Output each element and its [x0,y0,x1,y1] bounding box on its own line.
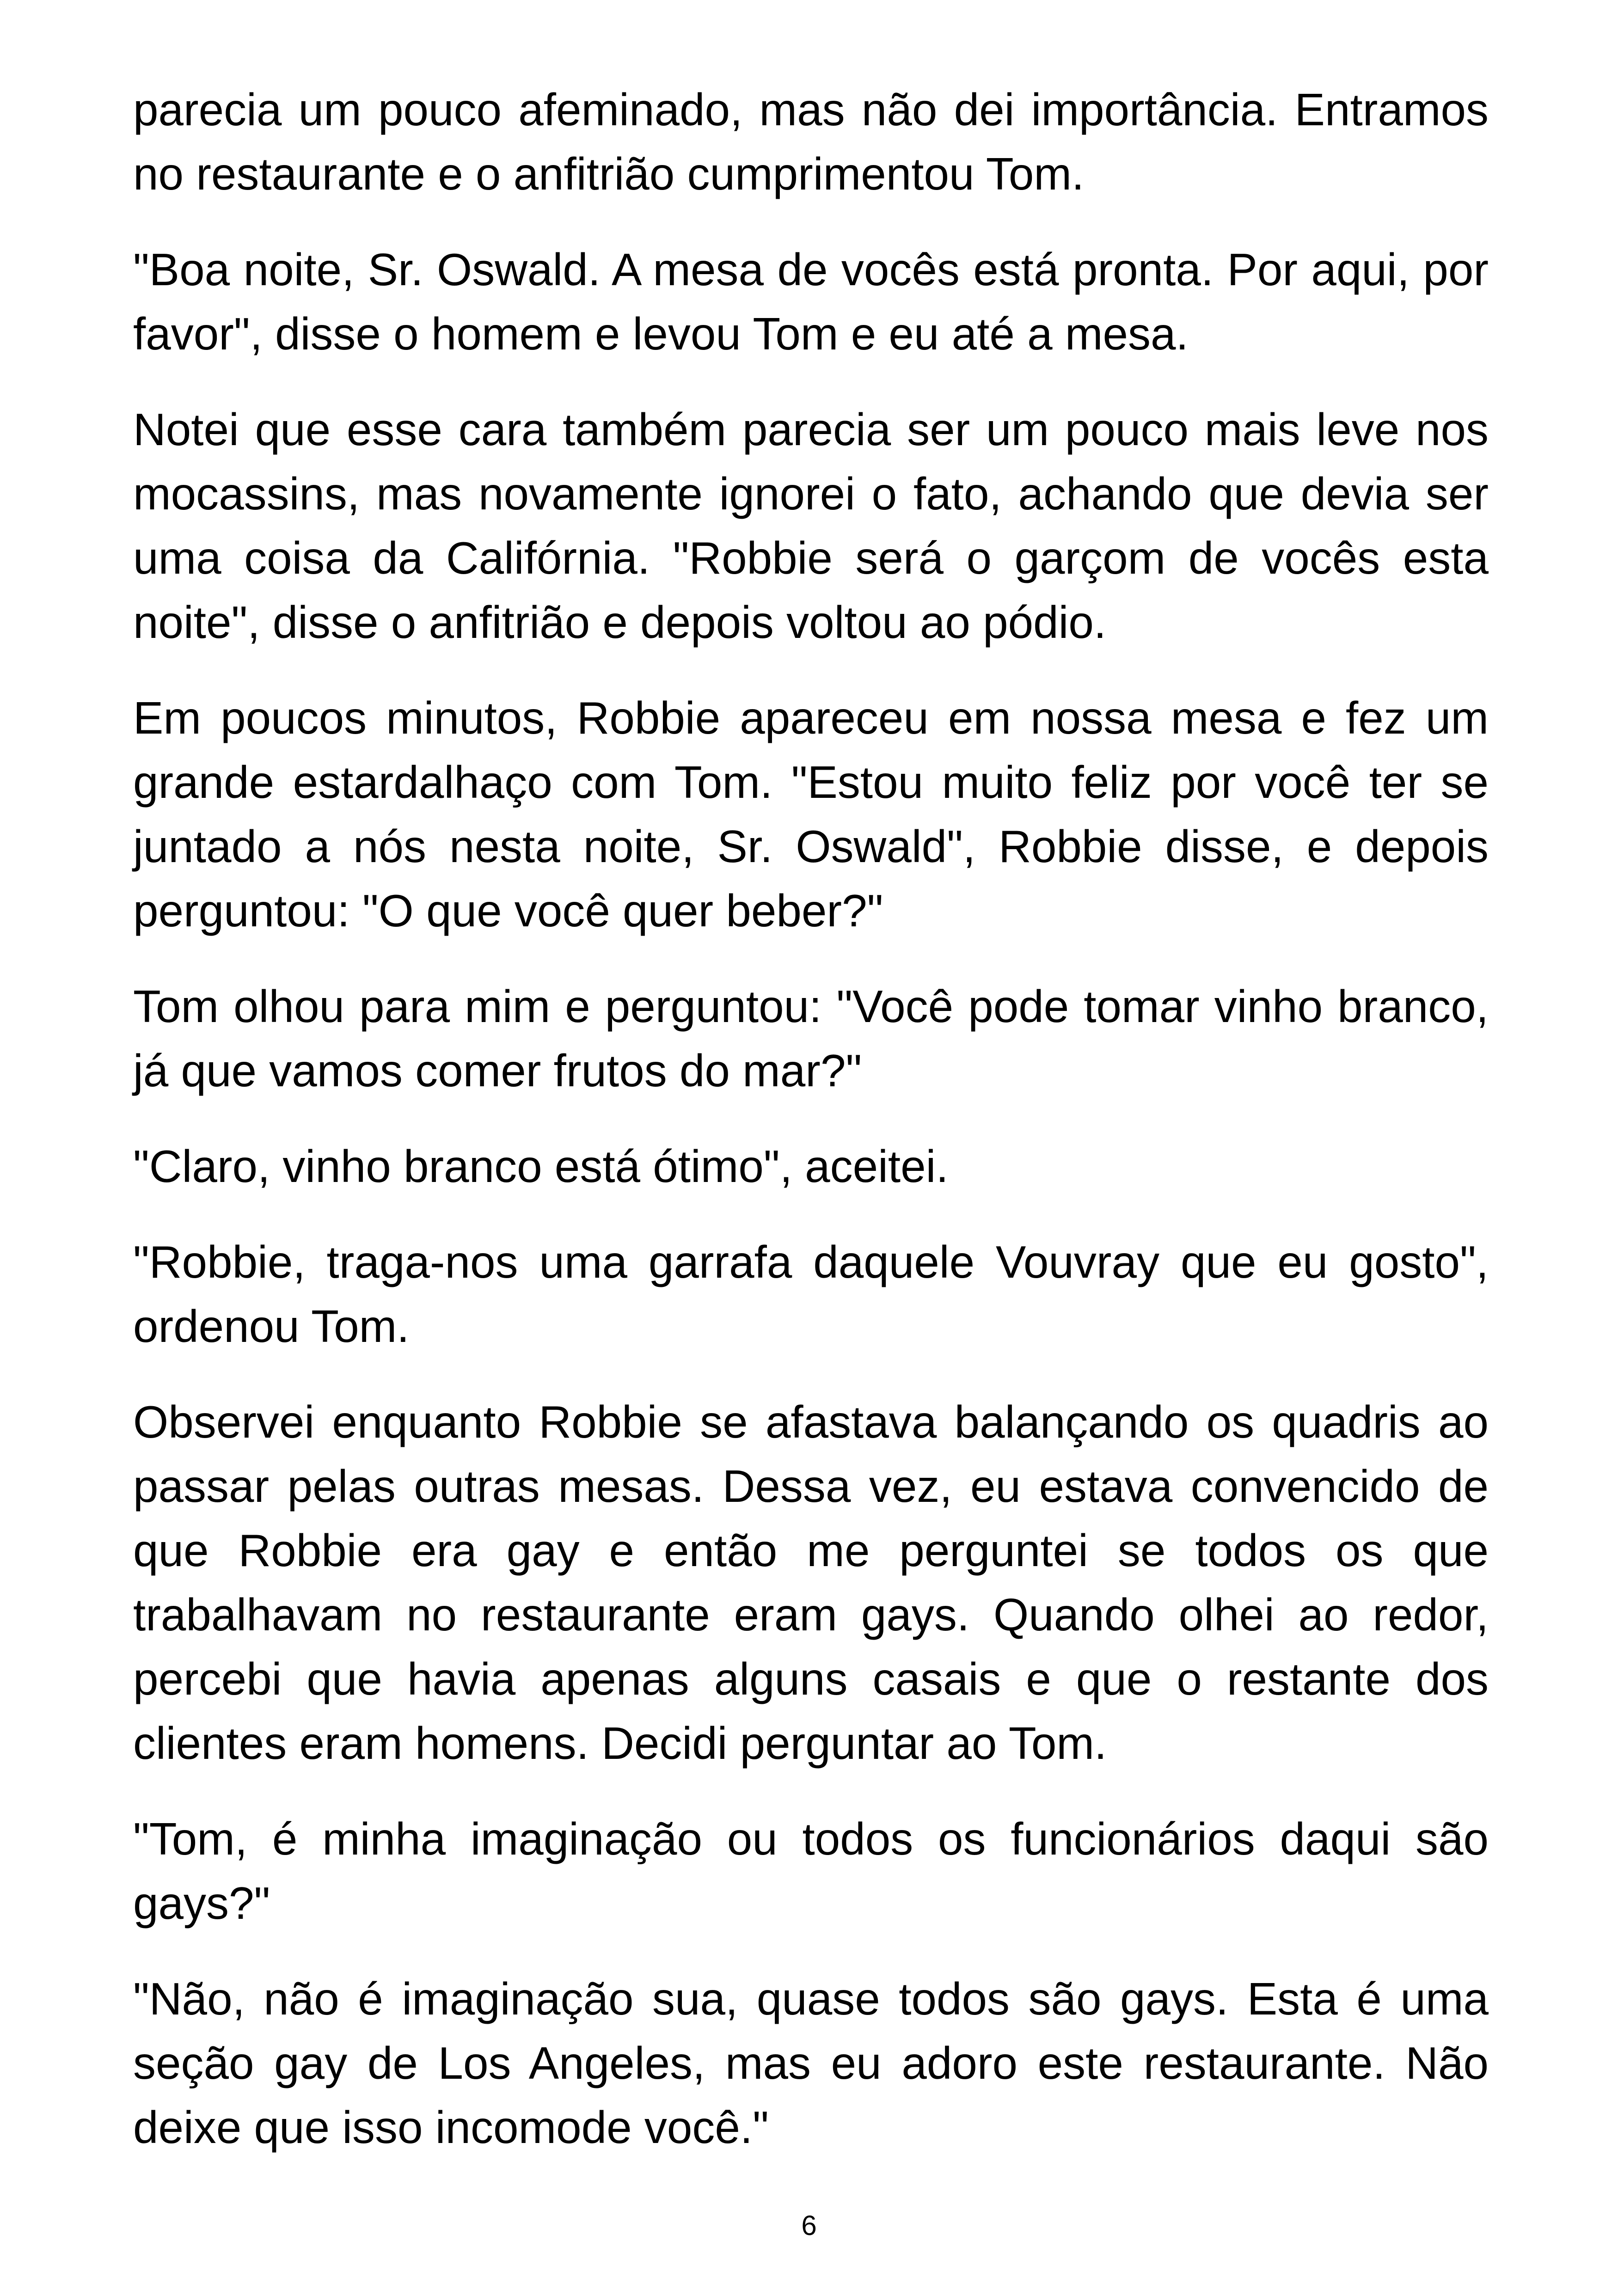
body-text [133,78,1489,2191]
paragraph: "Tom, é minha imaginação ou todos os funcionários daqui são gays?" [133,1813,1489,1929]
paragraph: Tom olhou para mim e perguntou: "Você pode tomar vinho branco, já que vamos comer frutos do mar?" [133,981,1489,1096]
page-number: 6 [801,2210,817,2241]
paragraph: Em poucos minutos, Robbie apareceu em nossa mesa e fez um grande estardalhaço com Tom. "Estou muito feliz por você ter se juntado a nós nesta noite, Sr. Oswald", Robbie disse, e depois perguntou: "O que você quer beber?" [133,692,1489,936]
paragraph: "Claro, vinho branco está ótimo", aceitei. [133,1141,949,1192]
paragraph: parecia um pouco afeminado, mas não dei importância. Entramos no restaurante e o anfitrião cumprimentou Tom. [133,84,1489,199]
paragraph: "Não, não é imaginação sua, quase todos são gays. Esta é uma seção gay de Los Angeles, mas eu adoro este restaurante. Não deixe que isso incomode você." [133,1973,1489,2153]
paragraph: "Robbie, traga-nos uma garrafa daquele Vouvray que eu gosto", ordenou Tom. [133,1237,1489,1352]
paragraph: "Boa noite, Sr. Oswald. A mesa de vocês está pronta. Por aqui, por favor", disse o homem e levou Tom e eu até a mesa. [133,244,1489,359]
paragraph: Notei que esse cara também parecia ser um pouco mais leve nos mocassins, mas novamente ignorei o fato, achando que devia ser uma coisa da Califórnia. "Robbie será o garçom de vocês esta noite", disse o anfitrião e depois voltou ao pódio. [133,404,1489,648]
paragraph: Observei enquanto Robbie se afastava balançando os quadris ao passar pelas outras mesas. Dessa vez, eu estava convencido de que Robbie era gay e então me perguntei se todos os que trabalhavam no restaurante eram gays. Quando olhei ao redor, percebi que havia apenas alguns casais e que o restante dos clientes eram homens. Decidi perguntar ao Tom. [133,1396,1489,1769]
